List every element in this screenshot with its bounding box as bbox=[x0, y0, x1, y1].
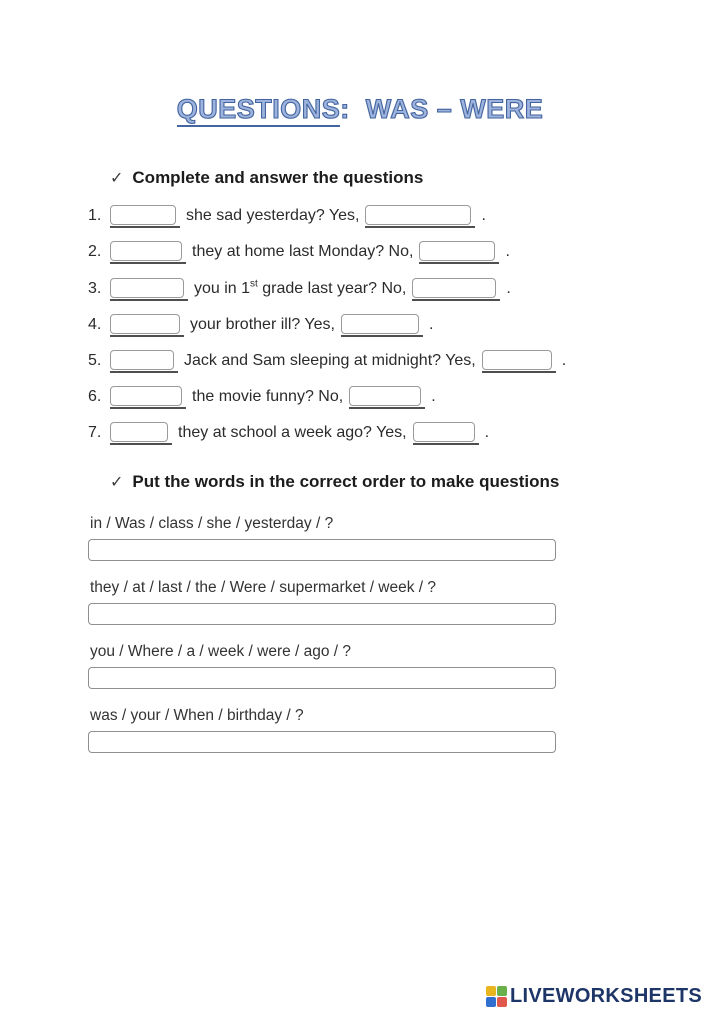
liveworksheets-brand-text: LIVEWORKSHEETS bbox=[510, 985, 702, 1007]
question-text: they at school a week ago? Yes, bbox=[178, 424, 407, 441]
liveworksheets-logo-icon bbox=[486, 986, 507, 1007]
answer-input[interactable] bbox=[419, 241, 495, 261]
checkmark-icon: ✓ bbox=[110, 474, 124, 491]
scramble-answer-input[interactable] bbox=[88, 603, 556, 625]
question-row bbox=[88, 384, 436, 410]
blank-underline bbox=[419, 241, 499, 264]
question-number: 3. bbox=[88, 280, 102, 297]
scramble-item bbox=[90, 579, 556, 625]
section-heading-complete bbox=[110, 168, 423, 188]
question-number: 6. bbox=[88, 388, 102, 405]
answer-input[interactable] bbox=[413, 422, 475, 442]
scramble-item bbox=[90, 643, 556, 689]
blank-underline bbox=[110, 278, 188, 301]
question-row bbox=[88, 420, 489, 446]
answer-input[interactable] bbox=[482, 350, 552, 370]
question-row bbox=[88, 348, 566, 374]
scramble-item bbox=[90, 515, 556, 561]
answer-input[interactable] bbox=[110, 278, 184, 298]
scramble-answer-input[interactable] bbox=[88, 731, 556, 753]
answer-input[interactable] bbox=[349, 386, 421, 406]
section-heading-text: Put the words in the correct order to make questions bbox=[132, 472, 560, 491]
question-text: they at home last Monday? No, bbox=[192, 243, 414, 260]
blank-underline bbox=[482, 350, 556, 373]
answer-input[interactable] bbox=[412, 278, 496, 298]
scramble-answer-input[interactable] bbox=[88, 667, 556, 689]
scramble-item bbox=[90, 707, 556, 753]
answer-input[interactable] bbox=[110, 314, 180, 334]
question-text: Jack and Sam sleeping at midnight? Yes, bbox=[184, 352, 476, 369]
blank-underline bbox=[110, 386, 186, 409]
blank-underline bbox=[412, 278, 500, 301]
question-text: the movie funny? No, bbox=[192, 388, 344, 405]
question-text: you in 1st grade last year? No, bbox=[194, 278, 407, 297]
blank-underline bbox=[110, 205, 180, 228]
question-period: . bbox=[431, 388, 436, 405]
section-heading-text: Complete and answer the questions bbox=[132, 168, 424, 187]
question-row bbox=[88, 276, 511, 302]
blank-underline bbox=[110, 350, 178, 373]
blank-underline bbox=[365, 205, 475, 228]
blank-underline bbox=[110, 314, 184, 337]
liveworksheets-link[interactable] bbox=[486, 985, 702, 1008]
answer-input[interactable] bbox=[110, 350, 174, 370]
question-text: she sad yesterday? Yes, bbox=[186, 207, 360, 224]
title-questions: QUESTIONS bbox=[177, 94, 341, 127]
question-period: . bbox=[481, 207, 486, 224]
title-was-were: WAS – WERE bbox=[365, 94, 544, 124]
title-colon: : bbox=[340, 94, 350, 124]
question-period: . bbox=[561, 352, 567, 369]
section-heading-order bbox=[110, 472, 559, 492]
scramble-label: was / your / When / birthday / ? bbox=[90, 707, 304, 724]
page-title bbox=[0, 94, 720, 125]
answer-input[interactable] bbox=[365, 205, 471, 225]
scramble-label: in / Was / class / she / yesterday / ? bbox=[90, 515, 334, 532]
question-number: 5. bbox=[88, 352, 102, 369]
question-row bbox=[88, 312, 433, 338]
scramble-label: you / Where / a / week / were / ago / ? bbox=[90, 643, 352, 660]
question-number: 7. bbox=[88, 424, 102, 441]
question-number: 2. bbox=[88, 243, 102, 260]
blank-underline bbox=[110, 241, 186, 264]
scramble-answer-input[interactable] bbox=[88, 539, 556, 561]
question-period: . bbox=[505, 243, 510, 260]
answer-input[interactable] bbox=[110, 422, 168, 442]
answer-input[interactable] bbox=[341, 314, 419, 334]
blank-underline bbox=[341, 314, 423, 337]
answer-input[interactable] bbox=[110, 241, 182, 261]
answer-input[interactable] bbox=[110, 205, 176, 225]
answer-input[interactable] bbox=[110, 386, 182, 406]
question-number: 4. bbox=[88, 316, 102, 333]
question-row bbox=[88, 203, 486, 229]
question-period: . bbox=[506, 280, 511, 297]
checkmark-icon: ✓ bbox=[110, 170, 124, 187]
question-period: . bbox=[428, 316, 434, 333]
blank-underline bbox=[413, 422, 479, 445]
question-text: your brother ill? Yes, bbox=[190, 316, 335, 333]
question-period: . bbox=[484, 424, 490, 441]
scramble-label: they / at / last / the / Were / supermarket / week / ? bbox=[90, 579, 437, 596]
blank-underline bbox=[349, 386, 425, 409]
question-number: 1. bbox=[88, 207, 102, 224]
blank-underline bbox=[110, 422, 172, 445]
question-row bbox=[88, 239, 510, 265]
